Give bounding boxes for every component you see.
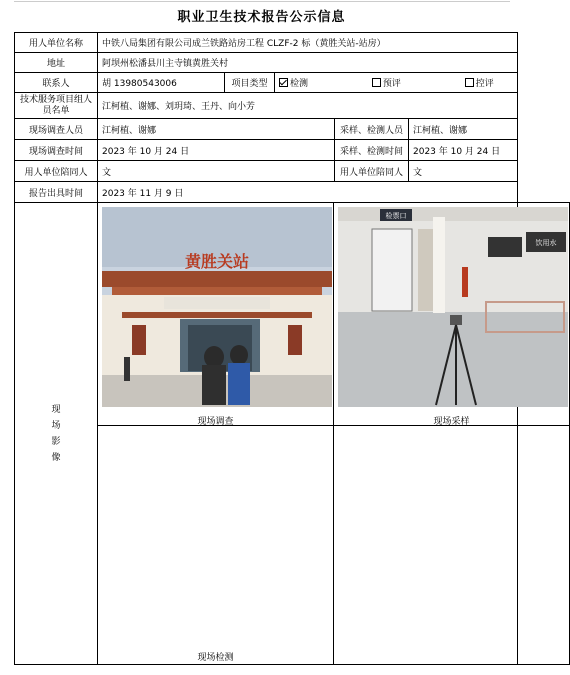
contact-label: 联系人 [15, 73, 98, 93]
cell-empty [333, 425, 570, 665]
row-team [15, 93, 518, 119]
contact-value: 胡 13980543006 [98, 73, 225, 93]
caption-testing: 现场检测 [197, 653, 234, 663]
checkbox-checked-icon [279, 78, 288, 87]
images-label-text: 现场影像 [51, 404, 61, 463]
sampling-staff-value: 江柯植、谢娜 [409, 119, 518, 140]
station-photo-image [102, 207, 332, 407]
escort-label-right: 用人单位陪同人 [335, 161, 409, 182]
address-label: 地址 [15, 53, 98, 73]
survey-time-value: 2023 年 10 月 24 日 [98, 140, 335, 161]
sampling-photo [338, 207, 568, 407]
cell-survey [97, 202, 334, 426]
caption-sampling: 现场采样 [433, 417, 470, 427]
sampling-time-label: 采样、检测时间 [335, 140, 409, 161]
escort-label-left: 用人单位陪同人 [15, 161, 98, 182]
water-sign-text: 饮用水 [535, 239, 557, 247]
team-value: 江柯植、谢娜、刘玥琦、王丹、向小芳 [98, 93, 518, 119]
sampling-time-value: 2023 年 10 月 24 日 [409, 140, 518, 161]
option-testing[interactable]: 检测 [279, 76, 341, 89]
row-staff [15, 119, 518, 140]
images-label [15, 203, 98, 665]
employer-value: 中铁八局集团有限公司成兰铁路站房工程 CLZF-2 标（黄胜关站-站房） [98, 33, 518, 53]
survey-staff-value: 江柯植、谢娜 [98, 119, 335, 140]
escort-value-right: 文 [409, 161, 518, 182]
address-value: 阿坝州松潘县川主寺镇黄胜关村 [98, 53, 518, 73]
row-images [15, 203, 518, 665]
team-label: 技术服务项目组人员名单 [15, 93, 98, 119]
row-employer [15, 33, 518, 53]
option-pre-evaluation[interactable]: 预评 [372, 76, 434, 89]
checkbox-icon [372, 78, 381, 87]
option-control-evaluation[interactable]: 控评 [465, 76, 527, 89]
employer-label: 用人单位名称 [15, 33, 98, 53]
ticket-sign-text: 检票口 [385, 212, 407, 220]
report-table [14, 32, 557, 665]
station-sign-text: 黄胜关站 [184, 252, 250, 271]
row-escort [15, 161, 518, 182]
cell-sampling [333, 202, 570, 426]
page-title: 职业卫生技术报告公示信息 [177, 10, 346, 25]
escort-value-left: 文 [98, 161, 335, 182]
row-contact [15, 73, 518, 93]
top-rule [14, 1, 510, 2]
row-time [15, 140, 518, 161]
cell-testing [97, 425, 334, 665]
project-type-label: 项目类型 [225, 73, 275, 93]
report-date-label: 报告出具时间 [15, 182, 98, 203]
row-address [15, 53, 518, 73]
survey-time-label: 现场调查时间 [15, 140, 98, 161]
checkbox-icon [465, 78, 474, 87]
row-report-date [15, 182, 518, 203]
project-type-options [275, 73, 518, 93]
survey-photo [102, 207, 332, 407]
caption-survey: 现场调查 [197, 417, 234, 427]
hall-photo-image [338, 207, 568, 407]
image-grid [98, 203, 557, 665]
report-date-value: 2023 年 11 月 9 日 [98, 182, 518, 203]
survey-staff-label: 现场调查人员 [15, 119, 98, 140]
sampling-staff-label: 采样、检测人员 [335, 119, 409, 140]
